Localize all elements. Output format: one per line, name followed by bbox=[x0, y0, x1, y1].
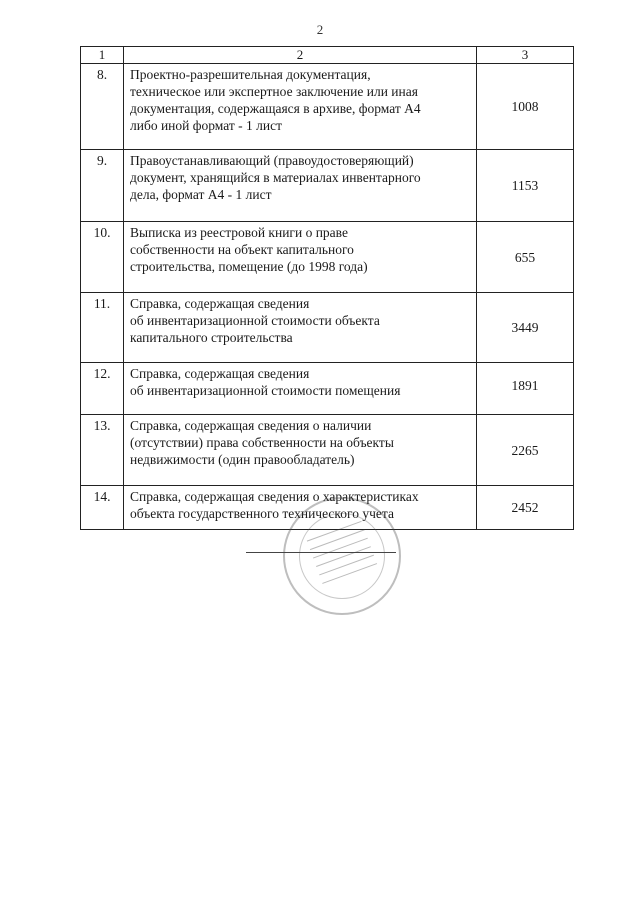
row-number: 8. bbox=[81, 64, 124, 150]
description-line: документ, хранящийся в материалах инвентарного bbox=[130, 170, 421, 185]
description-line: Выписка из реестровой книги о праве bbox=[130, 225, 348, 240]
description-line: недвижимости (один правообладатель) bbox=[130, 452, 355, 467]
price-table bbox=[80, 46, 574, 530]
table-row bbox=[81, 222, 574, 293]
row-description bbox=[124, 293, 477, 363]
row-description bbox=[124, 64, 477, 150]
table-row bbox=[81, 293, 574, 363]
description-line: строительства, помещение (до 1998 года) bbox=[130, 259, 368, 274]
description-line: дела, формат А4 - 1 лист bbox=[130, 187, 272, 202]
row-price: 655 bbox=[477, 222, 574, 293]
description-line: Справка, содержащая сведения о характеристиках bbox=[130, 489, 419, 504]
table-row bbox=[81, 363, 574, 415]
table-row bbox=[81, 64, 574, 150]
row-number: 11. bbox=[81, 293, 124, 363]
row-description bbox=[124, 415, 477, 486]
description-line: Справка, содержащая сведения о наличии bbox=[130, 418, 372, 433]
table-row bbox=[81, 150, 574, 222]
description-line: либо иной формат - 1 лист bbox=[130, 118, 283, 133]
description-line: Правоустанавливающий (правоудостоверяющий) bbox=[130, 153, 414, 168]
description-line: об инвентаризационной стоимости объекта bbox=[130, 313, 380, 328]
description-line: (отсутствии) права собственности на объекты bbox=[130, 435, 394, 450]
column-header-price: 3 bbox=[477, 47, 574, 64]
description-line: капитального строительства bbox=[130, 330, 293, 345]
description-line: собственности на объект капитального bbox=[130, 242, 354, 257]
row-description bbox=[124, 150, 477, 222]
row-description bbox=[124, 363, 477, 415]
row-price: 2265 bbox=[477, 415, 574, 486]
row-number: 14. bbox=[81, 486, 124, 530]
row-number: 10. bbox=[81, 222, 124, 293]
description-line: документация, содержащаяся в архиве, формат А4 bbox=[130, 101, 421, 116]
row-number: 12. bbox=[81, 363, 124, 415]
description-line: Справка, содержащая сведения bbox=[130, 366, 310, 381]
description-line: объекта государственного технического учета bbox=[130, 506, 394, 521]
page-number: 2 bbox=[316, 22, 324, 37]
table-header-row bbox=[81, 47, 574, 64]
row-price: 3449 bbox=[477, 293, 574, 363]
column-header-description: 2 bbox=[124, 47, 477, 64]
description-line: об инвентаризационной стоимости помещения bbox=[130, 383, 401, 398]
row-price: 1153 bbox=[477, 150, 574, 222]
row-price: 2452 bbox=[477, 486, 574, 530]
description-line: техническое или экспертное заключение или иная bbox=[130, 84, 418, 99]
round-seal-icon bbox=[283, 497, 401, 615]
description-line: Проектно-разрешительная документация, bbox=[130, 67, 371, 82]
description-line: Справка, содержащая сведения bbox=[130, 296, 310, 311]
row-price: 1008 bbox=[477, 64, 574, 150]
column-header-number: 1 bbox=[81, 47, 124, 64]
row-number: 13. bbox=[81, 415, 124, 486]
table-row bbox=[81, 415, 574, 486]
row-description bbox=[124, 222, 477, 293]
row-number: 9. bbox=[81, 150, 124, 222]
row-price: 1891 bbox=[477, 363, 574, 415]
